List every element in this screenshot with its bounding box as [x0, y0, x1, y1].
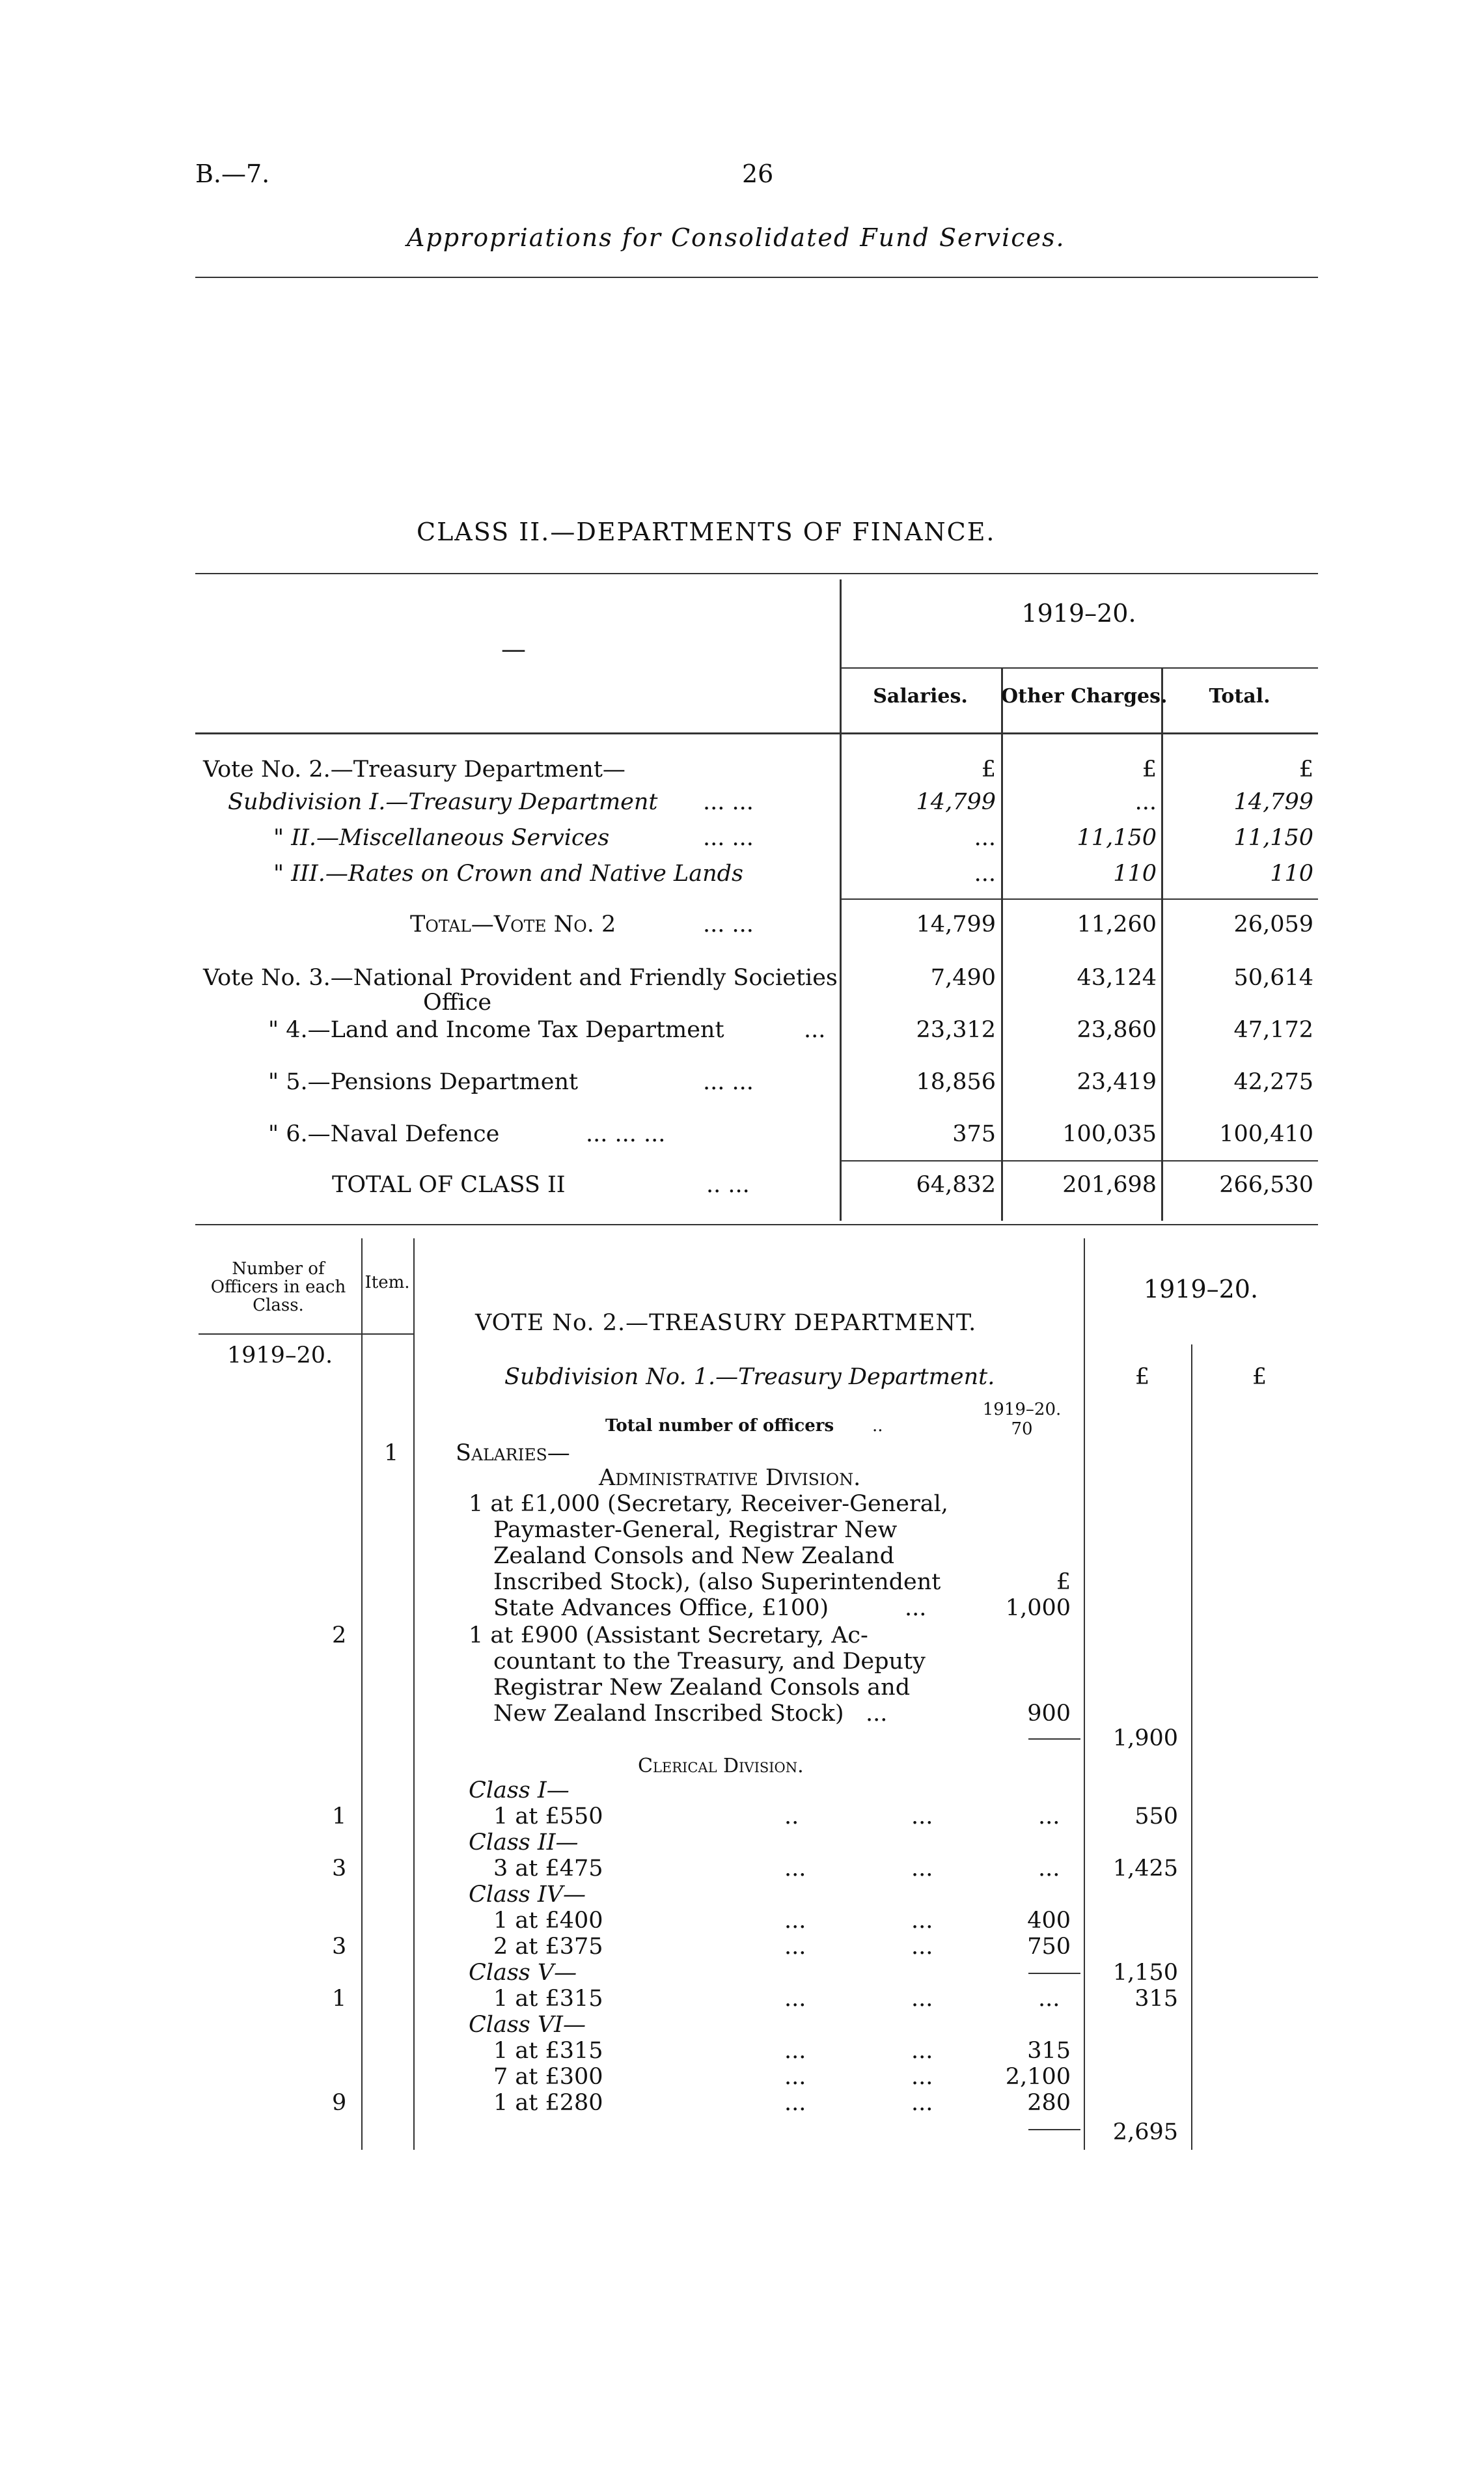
admin-entry2-line: Registrar New Zealand Consols and: [493, 1675, 911, 1701]
class-total: 1,150: [1112, 1960, 1178, 1986]
vote-title: VOTE No. 2.—TREASURY DEPARTMENT.: [475, 1310, 977, 1336]
class-officers-count: 9: [332, 2090, 347, 2116]
currency-total-col: £: [1252, 1364, 1267, 1390]
admin-entry1-currency: £: [1056, 1569, 1071, 1595]
header-rule: [195, 277, 1318, 278]
administrative-division-heading: Administrative Division.: [599, 1465, 861, 1491]
class6-subtotal-rule: [1028, 2129, 1080, 2130]
class-total: 2,695: [1112, 2119, 1178, 2145]
class-dots: ...: [911, 1934, 933, 1960]
subdivision-total: 11,150: [1233, 825, 1313, 851]
subdivision-label: " II.—Miscellaneous Services: [273, 825, 610, 851]
class-dots: ...: [911, 2038, 933, 2064]
admin-entry1-line: State Advances Office, £100): [493, 1595, 829, 1621]
vote-salaries: 23,312: [916, 1017, 996, 1043]
summary-stub-dash: —: [501, 635, 526, 663]
class-heading: Class VI—: [469, 2012, 586, 2038]
admin-entry2-line: New Zealand Inscribed Stock): [493, 1701, 844, 1727]
item-column-header: Item.: [364, 1273, 410, 1292]
class-amount: ...: [1038, 1986, 1060, 2012]
class-dots: ...: [911, 1986, 933, 2012]
subdivision-total: 110: [1270, 861, 1313, 887]
vote2-subtotal-rule: [841, 898, 1318, 900]
vote-label: " 4.—Land and Income Tax Department: [268, 1017, 724, 1043]
class-dots: ..: [784, 1803, 799, 1829]
class-total: 550: [1134, 1803, 1178, 1829]
currency-total: £: [1298, 757, 1313, 783]
subdivision-title: Subdivision No. 1.—Treasury Department.: [504, 1364, 995, 1390]
class-dots: ...: [911, 2090, 933, 2116]
class-dots: ...: [1038, 1856, 1060, 1882]
class-line-amount: 2,100: [1005, 2064, 1071, 2090]
item-number: 1: [384, 1440, 399, 1466]
officers-year: 1919–20.: [227, 1342, 333, 1369]
class-line: 1 at £400: [493, 1908, 603, 1934]
class-dots: ...: [784, 2090, 806, 2116]
summary-bottom-rule: [195, 1224, 1318, 1225]
vote-salaries: 7,490: [930, 965, 996, 991]
class-total-dots: .. ...: [706, 1172, 750, 1198]
class-total-label: TOTAL OF CLASS II: [332, 1172, 566, 1198]
class-dots: ...: [1038, 1803, 1060, 1829]
class-dots: ...: [784, 2038, 806, 2064]
class-line: 7 at £300: [493, 2064, 603, 2090]
class-officers-count: 3: [332, 1856, 347, 1882]
summary-top-rule: [195, 573, 1318, 574]
admin-entry2-amount: 900: [1027, 1701, 1071, 1727]
summary-header-rule: [195, 732, 1318, 734]
admin-entry2-line: countant to the Treasury, and Deputy: [493, 1648, 926, 1675]
admin-entry1-line: Inscribed Stock), (also Superintendent: [493, 1569, 941, 1595]
currency-salaries: £: [981, 757, 996, 783]
class-dots: ...: [784, 1986, 806, 2012]
detail-year-heading: 1919–20.: [1143, 1275, 1259, 1303]
page-subtitle: Appropriations for Consolidated Fund Services.: [407, 223, 1065, 252]
clerical-division-heading: Clerical Division.: [638, 1755, 804, 1777]
subdivision-salaries: ...: [974, 861, 996, 887]
item-header-rule: [363, 1333, 413, 1335]
vote-other: 23,860: [1077, 1017, 1157, 1043]
vote2-total-total: 26,059: [1233, 911, 1313, 938]
class-line-amount: 315: [1027, 2038, 1071, 2064]
class-officers-count: 3: [332, 1934, 347, 1960]
total-officers-value: 70: [1011, 1419, 1033, 1439]
class-dots: ...: [784, 1908, 806, 1934]
total-officers-dots: ..: [872, 1416, 883, 1436]
detail-col-rule-officers: [361, 1238, 363, 2150]
class-officers-count: 1: [332, 1803, 347, 1829]
col-header-other-charges: Other Charges.: [1001, 685, 1168, 708]
subdivision-other: 11,150: [1077, 825, 1157, 851]
class-line-amount: 400: [1027, 1908, 1071, 1934]
vote2-total-dots: ... ...: [703, 911, 754, 938]
col-header-total: Total.: [1209, 685, 1271, 708]
vote-salaries: 18,856: [916, 1069, 996, 1095]
detail-col-rule-amount: [1084, 1238, 1085, 2150]
admin-entry1-line: Paymaster-General, Registrar New: [493, 1517, 898, 1543]
class-dots: ...: [911, 1856, 933, 1882]
class-dots: ...: [784, 2064, 806, 2090]
vote-label: " 6.—Naval Defence: [268, 1121, 500, 1147]
class-heading: Class II—: [469, 1829, 579, 1856]
detail-col-rule-total: [1191, 1344, 1192, 2150]
officers-column-header: Number of Officers in each Class.: [210, 1259, 346, 1315]
vote2-total-other: 11,260: [1077, 911, 1157, 938]
vote-salaries: 375: [952, 1121, 996, 1147]
class-heading: Class I—: [469, 1777, 570, 1803]
summary-col-rule-3: [1161, 667, 1163, 1221]
class-line: 1 at £315: [493, 1986, 603, 2012]
class-dots: ...: [784, 1856, 806, 1882]
vote-dots: ... ... ...: [586, 1121, 666, 1147]
vote-dots: ...: [804, 1017, 826, 1043]
class-officers-count: 1: [332, 1986, 347, 2012]
total-officers-year: 1919–20.: [982, 1400, 1062, 1419]
class-dots: ...: [911, 2064, 933, 2090]
class-heading: Class IV—: [469, 1882, 586, 1908]
col-header-salaries: Salaries.: [873, 685, 968, 708]
summary-year-rule: [841, 667, 1318, 669]
vote-label: " 5.—Pensions Department: [268, 1069, 579, 1095]
vote-dots: ... ...: [703, 1069, 754, 1095]
class-dots: ...: [911, 1803, 933, 1829]
page-number: 26: [742, 160, 774, 188]
class-heading: Class V—: [469, 1960, 577, 1986]
vote-label: Vote No. 3.—National Provident and Friendly Societies: [203, 965, 838, 991]
subdivision-salaries: 14,799: [916, 789, 996, 815]
class-line: 1 at £550: [493, 1803, 603, 1829]
class-line: 3 at £475: [493, 1856, 603, 1882]
admin-officers-count: 2: [332, 1622, 347, 1648]
vote-total: 42,275: [1233, 1069, 1313, 1095]
summary-col-rule-2: [1001, 667, 1003, 1221]
vote-other: 100,035: [1062, 1121, 1157, 1147]
class-total-other: 201,698: [1062, 1172, 1157, 1198]
class-total-rule: [841, 1160, 1318, 1161]
class-title: CLASS II.—DEPARTMENTS OF FINANCE.: [417, 518, 996, 546]
subdivision-dots: ... ...: [703, 825, 754, 851]
class-total: 1,425: [1112, 1856, 1178, 1882]
admin-entry2-dots: ...: [866, 1701, 888, 1727]
summary-year-heading: 1919–20.: [1021, 599, 1136, 628]
subdivision-other: 110: [1113, 861, 1157, 887]
subdivision-total: 14,799: [1233, 789, 1313, 815]
class4-subtotal-rule: [1028, 1973, 1080, 1974]
vote-other: 43,124: [1077, 965, 1157, 991]
vote-total: 47,172: [1233, 1017, 1313, 1043]
admin-subtotal-rule: [1028, 1738, 1080, 1740]
class-line-amount: 280: [1027, 2090, 1071, 2116]
subdivision-other: ...: [1134, 789, 1157, 815]
class-line: 1 at £280: [493, 2090, 603, 2116]
admin-entry1-line: Zealand Consols and New Zealand: [493, 1543, 895, 1569]
currency-amount-col: £: [1134, 1364, 1150, 1390]
class-dots: ...: [784, 1934, 806, 1960]
officers-header-rule: [199, 1333, 361, 1335]
subdivision-label: " III.—Rates on Crown and Native Lands: [273, 861, 743, 887]
vote-label-continuation: Office: [423, 990, 492, 1016]
admin-total: 1,900: [1112, 1725, 1178, 1751]
total-officers-label: Total number of officers: [605, 1416, 834, 1436]
vote2-label: Vote No. 2.—Treasury Department—: [203, 757, 625, 783]
subdivision-salaries: ...: [974, 825, 996, 851]
class-line: 1 at £315: [493, 2038, 603, 2064]
vote-total: 50,614: [1233, 965, 1313, 991]
admin-entry1-dots: ...: [905, 1595, 927, 1621]
salaries-heading: Salaries—: [456, 1440, 570, 1466]
class-total: 315: [1134, 1986, 1178, 2012]
class-total-salaries: 64,832: [916, 1172, 996, 1198]
vote2-total-salaries: 14,799: [916, 911, 996, 938]
summary-col-rule-1: [840, 579, 842, 1221]
document-reference: B.—7.: [195, 160, 270, 188]
currency-other: £: [1142, 757, 1157, 783]
vote-other: 23,419: [1077, 1069, 1157, 1095]
admin-entry1-amount: 1,000: [1005, 1595, 1071, 1621]
admin-entry2-line: 1 at £900 (Assistant Secretary, Ac-: [469, 1622, 868, 1648]
subdivision-dots: ... ...: [703, 789, 754, 815]
subdivision-label: Subdivision I.—Treasury Department: [228, 789, 658, 815]
class-line-amount: 750: [1027, 1934, 1071, 1960]
class-total-total: 266,530: [1219, 1172, 1313, 1198]
admin-entry1-line: 1 at £1,000 (Secretary, Receiver-General,: [469, 1491, 948, 1517]
class-dots: ...: [911, 1908, 933, 1934]
class-line: 2 at £375: [493, 1934, 603, 1960]
vote-total: 100,410: [1219, 1121, 1313, 1147]
detail-col-rule-item: [413, 1238, 415, 2150]
vote2-total-label: Total—Vote No. 2: [410, 911, 616, 938]
